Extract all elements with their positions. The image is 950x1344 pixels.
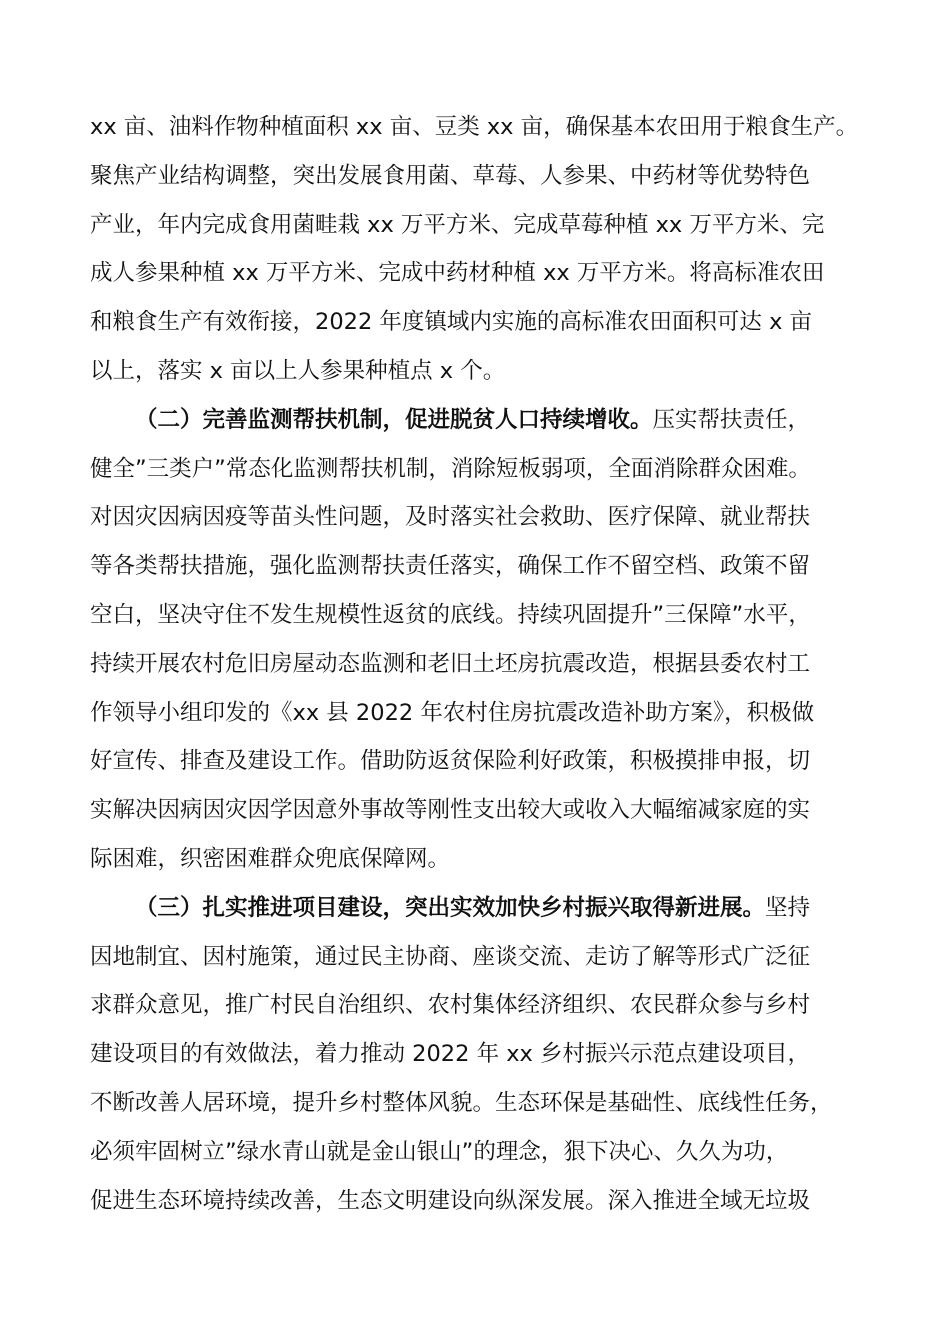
- text-line: 必须牢固树立”绿水青山就是金山银山”的理念，狠下决心、久久为功，: [90, 1138, 789, 1165]
- text-line: 等各类帮扶措施，强化监测帮扶责任落实，确保工作不留空档、政策不留: [90, 553, 811, 580]
- text-line: 因地制宜、因村施策，通过民主协商、座谈交流、走访了解等形式广泛征: [90, 943, 811, 970]
- text-line: 以上，落实 x 亩以上人参果种植点 x 个。: [90, 357, 506, 384]
- text-line: 对因灾因病因疫等苗头性问题，及时落实社会救助、医疗保障、就业帮扶: [90, 504, 811, 531]
- text-line: 建设项目的有效做法，着力推动 2022 年 xx 乡村振兴示范点建设项目，: [90, 1041, 811, 1068]
- text-line: 成人参果种植 xx 万平方米、完成中药材种植 xx 万平方米。将高标准农田: [90, 260, 825, 287]
- text-line: 际困难，织密困难群众兜底保障网。: [90, 845, 451, 872]
- text-line: 实解决因病因灾因学因意外事故等刚性支出较大或收入大幅缩减家庭的实: [90, 797, 811, 824]
- text-line: 空白，坚决守住不发生规模性返贫的底线。持续巩固提升”三保障”水平，: [90, 601, 811, 628]
- document-body: [90, 103, 870, 1225]
- paragraph-1: [90, 103, 870, 396]
- text-line: 好宣传、排查及建设工作。借助防返贫保险利好政策，积极摸排申报，切: [90, 748, 811, 775]
- text-run: 坚持: [765, 894, 811, 921]
- text-line: 产业，年内完成食用菌畦栽 xx 万平方米、完成草莓种植 xx 万平方米、完: [90, 211, 825, 238]
- text-line: 健全”三类户”常态化监测帮扶机制，消除短板弱项，全面消除群众困难。: [90, 455, 811, 482]
- paragraph-2: [90, 396, 870, 884]
- text-line: 促进生态环境持续改善，生态文明建设向纵深发展。深入推进全域无垃圾: [90, 1187, 811, 1214]
- text-line: 作领导小组印发的《xx 县 2022 年农村住房抗震改造补助方案》，积极做: [90, 699, 815, 726]
- section-heading: （三）扎实推进项目建设，突出实效加快乡村振兴取得新进展。: [135, 894, 766, 921]
- paragraph-3: [90, 884, 870, 1226]
- text-line: 求群众意见，推广村民自治组织、农村集体经济组织、农民群众参与乡村: [90, 992, 811, 1019]
- text-line: 不断改善人居环境，提升乡村整体风貌。生态环保是基础性、底线性任务，: [90, 1089, 833, 1116]
- paragraph-3-first-line: [90, 884, 870, 933]
- text-line: 和粮食生产有效衔接，2022 年度镇域内实施的高标准农田面积可达 x 亩: [90, 309, 813, 336]
- text-line: 持续开展农村危旧房屋动态监测和老旧土坯房抗震改造，根据县委农村工: [90, 650, 811, 677]
- paragraph-2-first-line: [90, 396, 870, 445]
- section-heading: （二）完善监测帮扶机制，促进脱贫人口持续增收。: [135, 406, 653, 433]
- text-line: 聚焦产业结构调整，突出发展食用菌、草莓、人参果、中药材等优势特色: [90, 162, 811, 189]
- text-line: xx 亩、油料作物种植面积 xx 亩、豆类 xx 亩，确保基本农田用于粮食生产。: [90, 114, 859, 140]
- text-run: 压实帮扶责任，: [652, 406, 811, 433]
